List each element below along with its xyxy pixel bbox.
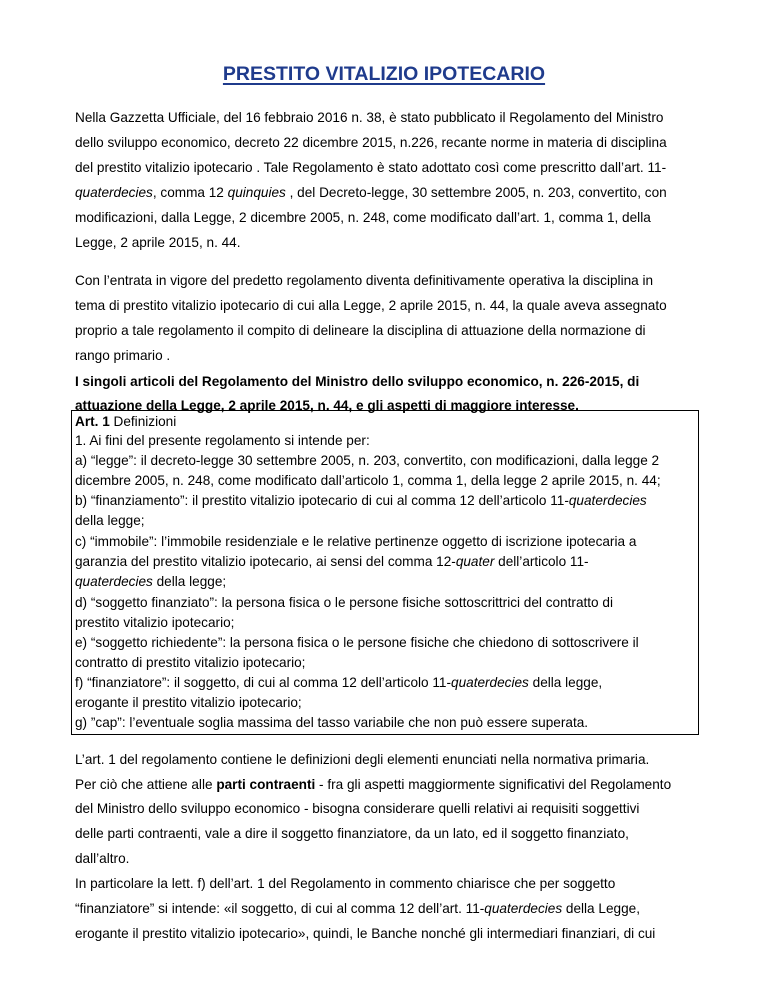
- article-line: e) “soggetto richiedente”: la persona fisica o le persone fisiche che chiedono di sottoscrivere il: [75, 635, 639, 650]
- article-line: a) “legge”: il decreto-legge 30 settembre 2005, n. 203, convertito, con modificazioni, dalla legge 2: [75, 453, 660, 468]
- paragraph-2-line: rango primario .: [75, 348, 171, 363]
- italic-term: quinquies: [227, 185, 286, 200]
- italic-term: quaterdecies: [568, 493, 647, 508]
- text-run: garanzia del prestito vitalizio ipotecario, ai sensi del comma 12-: [75, 554, 456, 569]
- text-run: , comma 12: [152, 185, 228, 200]
- article-line: erogante il prestito vitalizio ipotecario;: [75, 695, 302, 710]
- paragraph-1-line: dello sviluppo economico, decreto 22 dicembre 2015, n.226, recante norme in materia di disciplina: [75, 135, 667, 150]
- text-run: dell’articolo 11-: [494, 554, 589, 569]
- article-label: Art. 1: [75, 414, 110, 429]
- paragraph-3-line: [75, 899, 640, 919]
- italic-term: quaterdecies: [75, 574, 153, 589]
- italic-term: quaterdecies: [484, 901, 563, 916]
- article-line: c) “immobile”: l’immobile residenziale e le relative pertinenze oggetto di iscrizione ipotecaria a: [75, 534, 637, 549]
- text-run: f) “finanziatore”: il soggetto, di cui al comma 12 dell’articolo 11-: [75, 675, 452, 690]
- paragraph-1-line: [75, 183, 667, 203]
- text-run: - fra gli aspetti maggiormente significativi del Regolamento: [315, 777, 672, 792]
- text-run: b) “finanziamento”: il prestito vitalizio ipotecario di cui al comma 12 dell’articolo 11-: [75, 493, 569, 508]
- paragraph-3-line: erogante il prestito vitalizio ipotecario», quindi, le Banche nonché gli intermediari finanziari, di cui: [75, 926, 656, 941]
- text-run: “finanziatore” si intende: «il soggetto, di cui al comma 12 dell’art. 11-: [75, 901, 485, 916]
- article-line: [75, 572, 226, 592]
- bold-term: parti contraenti: [216, 777, 316, 792]
- text-run: , del Decreto-legge, 30 settembre 2005, n. 203, convertito, con: [285, 185, 667, 200]
- text-run: Per ciò che attiene alle: [75, 777, 217, 792]
- article-line: contratto di prestito vitalizio ipotecario;: [75, 655, 306, 670]
- paragraph-2-line: tema di prestito vitalizio ipotecario di cui alla Legge, 2 aprile 2015, n. 44, la quale aveva assegnato: [75, 298, 667, 313]
- italic-term: quaterdecies: [451, 675, 529, 690]
- paragraph-3-line: dall’altro.: [75, 851, 130, 866]
- text-run: della Legge,: [562, 901, 640, 916]
- paragraph-2-line: proprio a tale regolamento il compito di delineare la disciplina di attuazione della normazione di: [75, 323, 646, 338]
- section-heading: I singoli articoli del Regolamento del Ministro dello sviluppo economico, n. 226-2015, di: [75, 374, 640, 389]
- article-line: [75, 673, 602, 693]
- paragraph-3-line: [75, 775, 671, 795]
- article-line: d) “soggetto finanziato”: la persona fisica o le persone fisiche sottoscrittrici del contratto di: [75, 595, 613, 610]
- article-title: Definizioni: [109, 414, 177, 429]
- article-line: [75, 552, 589, 572]
- paragraph-3-line: del Ministro dello sviluppo economico - bisogna considerare quelli relativi ai requisiti soggettivi: [75, 801, 640, 816]
- article-line: [75, 491, 647, 511]
- page-title: PRESTITO VITALIZIO IPOTECARIO: [222, 63, 546, 85]
- paragraph-1-line: modificazioni, dalla Legge, 2 dicembre 2005, n. 248, come modificato dall’art. 1, comma 1, della: [75, 210, 651, 225]
- article-line: prestito vitalizio ipotecario;: [75, 615, 235, 630]
- paragraph-3-line: delle parti contraenti, vale a dire il soggetto finanziatore, da un lato, ed il soggetto finanziato,: [75, 826, 629, 841]
- paragraph-1-line: Legge, 2 aprile 2015, n. 44.: [75, 235, 241, 250]
- italic-term: quaterdecies: [75, 185, 153, 200]
- text-run: della legge,: [528, 675, 603, 690]
- section-heading: attuazione della Legge, 2 aprile 2015, n. 44, e gli aspetti di maggiore interesse.: [75, 398, 579, 413]
- article-line: 1. Ai fini del presente regolamento si intende per:: [75, 433, 370, 448]
- paragraph-3-line: L’art. 1 del regolamento contiene le definizioni degli elementi enunciati nella normativa primaria.: [75, 752, 650, 767]
- paragraph-3-line: In particolare la lett. f) dell’art. 1 del Regolamento in commento chiarisce che per soggetto: [75, 876, 616, 891]
- paragraph-2-line: Con l’entrata in vigore del predetto regolamento diventa definitivamente operativa la disciplina in: [75, 273, 654, 288]
- paragraph-1-line: del prestito vitalizio ipotecario . Tale Regolamento è stato adottato così come prescritto dall’art. 11-: [75, 160, 667, 175]
- article-line: dicembre 2005, n. 248, come modificato dall’articolo 1, comma 1, della legge 2 aprile 2015, n. 44;: [75, 473, 661, 488]
- article-line: g) ”cap”: l’eventuale soglia massima del tasso variabile che non può essere superata.: [75, 715, 589, 730]
- paragraph-1-line: Nella Gazzetta Ufficiale, del 16 febbraio 2016 n. 38, è stato pubblicato il Regolamento del Ministro: [75, 110, 664, 125]
- text-run: della legge;: [152, 574, 227, 589]
- article-line: della legge;: [75, 513, 145, 528]
- italic-term: quater: [455, 554, 495, 569]
- article-heading: [75, 412, 176, 432]
